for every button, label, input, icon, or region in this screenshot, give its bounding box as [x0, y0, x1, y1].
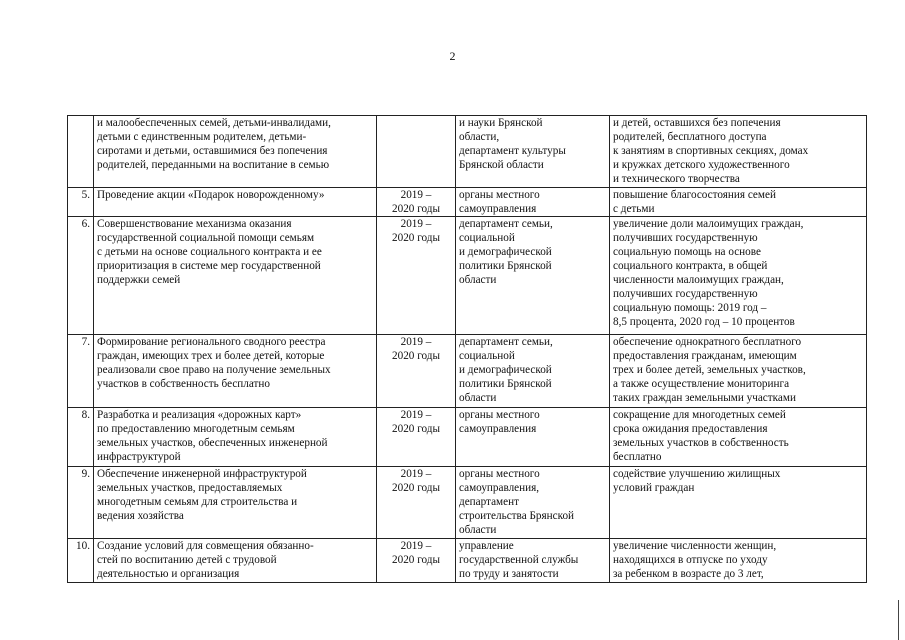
result-cell: содействие улучшению жилищных условий граждан: [610, 467, 867, 539]
table-row: [68, 217, 867, 335]
measure-cell: Разработка и реализация «дорожных карт» по предоставлению многодетным семьям земельных участков, обеспеченных инженерной инфраструктурой: [94, 408, 377, 467]
result-cell: увеличение доли малоимущих граждан, получивших государственную социальную помощь на основе социального контракта, в общей численности малоимущих граждан, получивших государственную социальную помощь: 2019 год – 8,5 процента, 2020 год – 10 процентов: [610, 217, 867, 335]
row-number: [68, 116, 94, 188]
responsible-cell: департамент семьи, социальной и демографической политики Брянской области: [456, 217, 610, 335]
term-cell: [377, 116, 456, 188]
term-cell: 2019 – 2020 годы: [377, 539, 456, 583]
result-cell: повышение благосостояния семей с детьми: [610, 188, 867, 217]
responsible-cell: органы местного самоуправления: [456, 408, 610, 467]
row-number: 9.: [68, 467, 94, 539]
term-cell: 2019 – 2020 годы: [377, 408, 456, 467]
responsible-cell: и науки Брянской области, департамент культуры Брянской области: [456, 116, 610, 188]
table-row: [68, 467, 867, 539]
term-cell: 2019 – 2020 годы: [377, 335, 456, 408]
term-cell: 2019 – 2020 годы: [377, 467, 456, 539]
row-number: 7.: [68, 335, 94, 408]
measure-cell: Проведение акции «Подарок новорожденному»: [94, 188, 377, 217]
result-cell: увеличение численности женщин, находящихся в отпуске по уходу за ребенком в возрасте до 3 лет,: [610, 539, 867, 583]
page-number: 2: [449, 49, 456, 63]
table-row: [68, 188, 867, 217]
table-row: [68, 335, 867, 408]
row-number: 8.: [68, 408, 94, 467]
term-cell: 2019 – 2020 годы: [377, 217, 456, 335]
measure-cell: Формирование регионального сводного реестра граждан, имеющих трех и более детей, которые реализовали свое право на получение земельных участков в собственность бесплатно: [94, 335, 377, 408]
result-cell: сокращение для многодетных семей срока ожидания предоставления земельных участков в собственность бесплатно: [610, 408, 867, 467]
result-cell: и детей, оставшихся без попечения родителей, бесплатного доступа к занятиям в спортивных секциях, домах и кружках детского художественного и технического творчества: [610, 116, 867, 188]
result-cell: обеспечение однократного бесплатного предоставления гражданам, имеющим трех и более детей, земельных участков, а также осуществление мониторинга таких граждан земельными участками: [610, 335, 867, 408]
responsible-cell: департамент семьи, социальной и демографической политики Брянской области: [456, 335, 610, 408]
table-row: [68, 116, 867, 188]
scan-edge-line: [898, 600, 901, 640]
measure-cell: Обеспечение инженерной инфраструктурой земельных участков, предоставляемых многодетным семьям для строительства и ведения хозяйства: [94, 467, 377, 539]
row-number: 6.: [68, 217, 94, 335]
measure-cell: Создание условий для совмещения обязанно- стей по воспитанию детей с трудовой деятельностью и организация: [94, 539, 377, 583]
row-number: 5.: [68, 188, 94, 217]
responsible-cell: органы местного самоуправления, департамент строительства Брянской области: [456, 467, 610, 539]
measure-cell: и малообеспеченных семей, детьми-инвалидами, детьми с единственным родителем, детьми- сиротами и детьми, оставшимися без попечения родителей, переданными на воспитание в семью: [94, 116, 377, 188]
table-row: [68, 539, 867, 583]
measures-table: [67, 115, 867, 583]
responsible-cell: управление государственной службы по труду и занятости: [456, 539, 610, 583]
responsible-cell: органы местного самоуправления: [456, 188, 610, 217]
term-cell: 2019 – 2020 годы: [377, 188, 456, 217]
measure-cell: Совершенствование механизма оказания государственной социальной помощи семьям с детьми на основе социального контракта и ее приоритизация в системе мер государственной поддержки семей: [94, 217, 377, 335]
row-number: 10.: [68, 539, 94, 583]
table-row: [68, 408, 867, 467]
